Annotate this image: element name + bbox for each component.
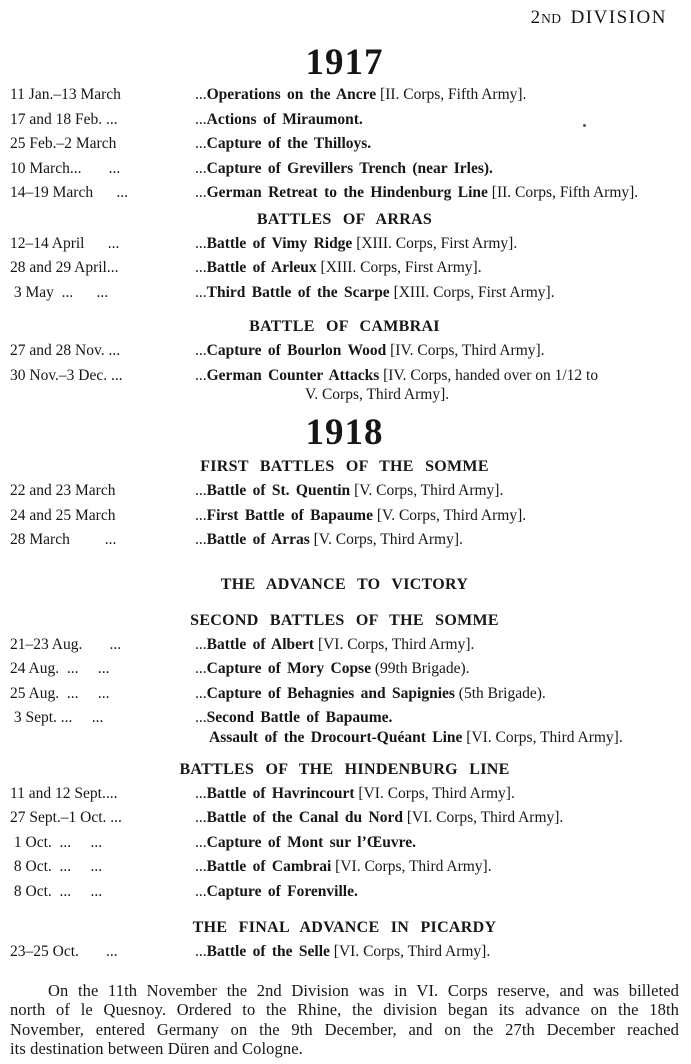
battle-desc — [195, 657, 679, 682]
battle-row — [10, 83, 679, 108]
date-cell: 12–14 April ... — [10, 234, 120, 252]
battle-row — [10, 940, 679, 965]
dot-leader: ... — [195, 531, 207, 548]
battle-desc — [195, 633, 679, 658]
battle-row — [10, 132, 679, 157]
battle-title: German Counter Attacks — [206, 366, 380, 384]
date-cell: 10 March... ... — [10, 159, 121, 177]
date-cell: 30 Nov.–3 Dec. ... — [10, 366, 123, 384]
battle-title: Battle of Vimy Ridge — [206, 234, 353, 252]
battle-desc — [195, 83, 679, 108]
battle-desc — [195, 364, 679, 406]
dot-leader: ... — [195, 684, 207, 702]
battle-title: Capture of Mory Copse — [206, 660, 371, 677]
battle-row — [10, 706, 679, 748]
dot-leader: ... — [195, 833, 207, 851]
battle-desc — [195, 806, 679, 831]
date-cell: 25 Aug. ... ... — [10, 684, 110, 702]
dot-leader: ... — [195, 882, 207, 900]
battle-row — [10, 831, 679, 856]
dot-leader: ... — [195, 709, 207, 726]
battle-title: Capture of Mont sur l’Œuvre. — [206, 833, 416, 851]
date-cell: 1 Oct. ... ... — [10, 833, 103, 851]
battle-title: Third Battle of the Scarpe — [206, 283, 390, 301]
dot-leader: ... — [195, 135, 207, 152]
section-heading-first-somme: FIRST BATTLES OF THE SOMME — [200, 458, 489, 475]
section-heading-cambrai: BATTLE OF CAMBRAI — [249, 318, 440, 335]
section-heading-picardy: THE FINAL ADVANCE IN PICARDY — [192, 919, 497, 936]
date-cell: 27 Sept.–1 Oct. ... — [10, 809, 122, 826]
battle-desc — [195, 855, 679, 880]
battle-title: German Retreat to the Hindenburg Line — [206, 184, 488, 201]
battle-title: Operations on the Ancre — [206, 86, 377, 103]
dot-leader: ... — [195, 366, 207, 384]
battle-detail: [IV. Corps, Third Army]. — [386, 342, 545, 359]
battle-title: Actions of Miraumont. — [206, 110, 363, 128]
battle-detail: [VI. Corps, Third Army]. — [314, 635, 475, 653]
dot-leader: ... — [195, 259, 207, 276]
battle-detail: [XIII. Corps, First Army]. — [389, 283, 555, 301]
date-cell: 11 and 12 Sept.... — [10, 784, 118, 802]
battle-desc — [195, 880, 679, 905]
date-cell: 14–19 March ... — [10, 184, 128, 201]
battle-title: Capture of Grevillers Trench (near Irles). — [206, 159, 493, 177]
date-cell: 25 Feb.–2 March — [10, 135, 117, 152]
battle-detail: [IV. Corps, handed over on 1/12 to — [379, 366, 599, 384]
battle-row — [10, 657, 679, 682]
ink-speck — [583, 124, 586, 127]
battle-detail: [VI. Corps, Third Army]. — [462, 728, 623, 746]
dot-leader: ... — [195, 809, 207, 826]
battle-row — [10, 479, 679, 504]
battle-detail-continuation — [209, 728, 679, 748]
division-ordinal: ND — [541, 11, 562, 26]
battle-row — [10, 504, 679, 529]
battle-row — [10, 181, 679, 206]
battle-title: Battle of Cambrai — [206, 858, 332, 875]
battle-desc — [195, 181, 679, 206]
section-heading-hindenburg: BATTLES OF THE HINDENBURG LINE — [179, 760, 510, 778]
battle-desc — [195, 940, 679, 965]
battle-detail: [II. Corps, Fifth Army]. — [487, 184, 639, 201]
dot-leader: ... — [195, 342, 207, 359]
battle-title: Battle of St. Quentin — [206, 482, 351, 499]
dot-leader: ... — [195, 506, 207, 524]
date-cell: 8 Oct. ... ... — [10, 858, 103, 875]
battle-desc — [195, 108, 679, 133]
battle-desc — [195, 782, 679, 807]
dot-leader: ... — [195, 660, 207, 677]
closing-paragraph — [10, 981, 679, 1059]
battle-title: Battle of Havrincourt — [206, 784, 355, 802]
paragraph-line: north of le Quesnoy. Ordered to the Rhine, the division began its advance on the 18th — [10, 1000, 679, 1019]
battle-row — [10, 364, 679, 406]
battle-row — [10, 528, 679, 553]
section-heading-second-somme: SECOND BATTLES OF THE SOMME — [190, 611, 499, 629]
battle-desc — [195, 528, 679, 553]
dot-leader: ... — [195, 234, 207, 252]
date-cell: 17 and 18 Feb. ... — [10, 110, 118, 128]
battle-row — [10, 855, 679, 880]
battle-row — [10, 682, 679, 707]
battle-desc — [195, 479, 679, 504]
paragraph-line: On the 11th November the 2nd Division was in VI. Corps reserve, and was billeted — [48, 980, 679, 1000]
battle-detail: [II. Corps, Fifth Army]. — [376, 86, 527, 103]
dot-leader: ... — [195, 110, 207, 128]
paragraph-line: its destination between Düren and Cologne. — [10, 1039, 303, 1058]
battle-title: First Battle of Bapaume — [206, 506, 373, 524]
battle-detail: [VI. Corps, Third Army]. — [354, 784, 515, 802]
battle-title: Battle of the Canal du Nord — [206, 809, 403, 826]
battle-title: Battle of Arras — [206, 531, 310, 548]
division-number: 2 — [530, 7, 542, 28]
battle-desc — [195, 682, 679, 707]
battle-desc — [195, 232, 679, 257]
battle-row — [10, 232, 679, 257]
date-cell: 28 and 29 April... — [10, 259, 119, 276]
battle-detail: [VI. Corps, Third Army]. — [331, 858, 492, 875]
dot-leader: ... — [195, 943, 207, 960]
battle-row — [10, 157, 679, 182]
section-heading-arras: BATTLES OF ARRAS — [256, 210, 433, 228]
date-cell: 8 Oct. ... ... — [10, 882, 103, 900]
battle-detail: (99th Brigade). — [370, 660, 470, 677]
battle-detail: [XIII. Corps, First Army]. — [316, 259, 482, 276]
battle-row — [10, 880, 679, 905]
battle-row — [10, 782, 679, 807]
battle-desc — [195, 132, 679, 157]
date-cell: 23–25 Oct. ... — [10, 943, 118, 960]
date-cell: 24 and 25 March — [10, 506, 116, 524]
date-cell: 3 Sept. ... ... — [10, 709, 104, 726]
battle-desc — [195, 504, 679, 529]
date-cell: 21–23 Aug. ... — [10, 635, 122, 653]
year-heading-1917: 1917 — [305, 42, 384, 83]
battle-title: Battle of Albert — [206, 635, 315, 653]
battle-title: Battle of the Selle — [206, 943, 330, 960]
paragraph-line: November, entered Germany on the 9th December, and on the 27th December reached — [10, 1019, 679, 1039]
battle-desc — [195, 157, 679, 182]
battle-row — [10, 339, 679, 364]
battle-detail-continuation: V. Corps, Third Army]. — [305, 386, 450, 403]
dot-leader: ... — [195, 784, 207, 802]
date-cell: 28 March ... — [10, 531, 117, 548]
dot-leader: ... — [195, 283, 207, 301]
battle-detail: [V. Corps, Third Army]. — [309, 531, 463, 548]
battle-title: Capture of Behagnies and Sapignies — [206, 684, 455, 702]
battle-row — [10, 281, 679, 306]
battle-desc — [195, 706, 679, 748]
date-cell: 11 Jan.–13 March — [10, 86, 121, 103]
dot-leader: ... — [195, 184, 207, 201]
battle-desc — [195, 281, 679, 306]
dot-leader: ... — [195, 482, 207, 499]
date-cell: 24 Aug. ... ... — [10, 660, 110, 677]
battle-detail: [VI. Corps, Third Army]. — [329, 943, 491, 960]
dot-leader: ... — [195, 86, 207, 103]
division-header — [10, 6, 679, 31]
battle-title: Capture of the Thilloys. — [206, 135, 372, 152]
battle-detail: [V. Corps, Third Army]. — [372, 506, 527, 524]
battle-desc — [195, 339, 679, 364]
battle-title: Battle of Arleux — [206, 259, 317, 276]
battle-row — [10, 633, 679, 658]
battle-detail: [XIII. Corps, First Army]. — [352, 234, 518, 252]
battle-title-continuation: Assault of the Drocourt-Quéant Line — [209, 728, 463, 746]
battle-row — [10, 108, 679, 133]
date-cell: 27 and 28 Nov. ... — [10, 342, 121, 359]
dot-leader: ... — [195, 635, 207, 653]
battle-title: Capture of Forenville. — [206, 882, 358, 900]
year-heading-1918: 1918 — [305, 412, 384, 453]
dot-leader: ... — [195, 159, 207, 177]
battle-detail: [VI. Corps, Third Army]. — [402, 809, 564, 826]
section-heading-advance-to-victory: THE ADVANCE TO VICTORY — [220, 575, 469, 593]
battle-detail: [V. Corps, Third Army]. — [350, 482, 504, 499]
battle-row — [10, 806, 679, 831]
battle-title: Second Battle of Bapaume. — [206, 709, 393, 726]
battle-desc — [195, 256, 679, 281]
date-cell: 22 and 23 March — [10, 482, 116, 499]
battle-row — [10, 256, 679, 281]
battle-detail: (5th Brigade). — [454, 684, 546, 702]
battle-desc — [195, 831, 679, 856]
battle-title: Capture of Bourlon Wood — [206, 342, 387, 359]
dot-leader: ... — [195, 858, 207, 875]
date-cell: 3 May ... ... — [10, 283, 109, 301]
division-word: DIVISION — [570, 7, 667, 28]
